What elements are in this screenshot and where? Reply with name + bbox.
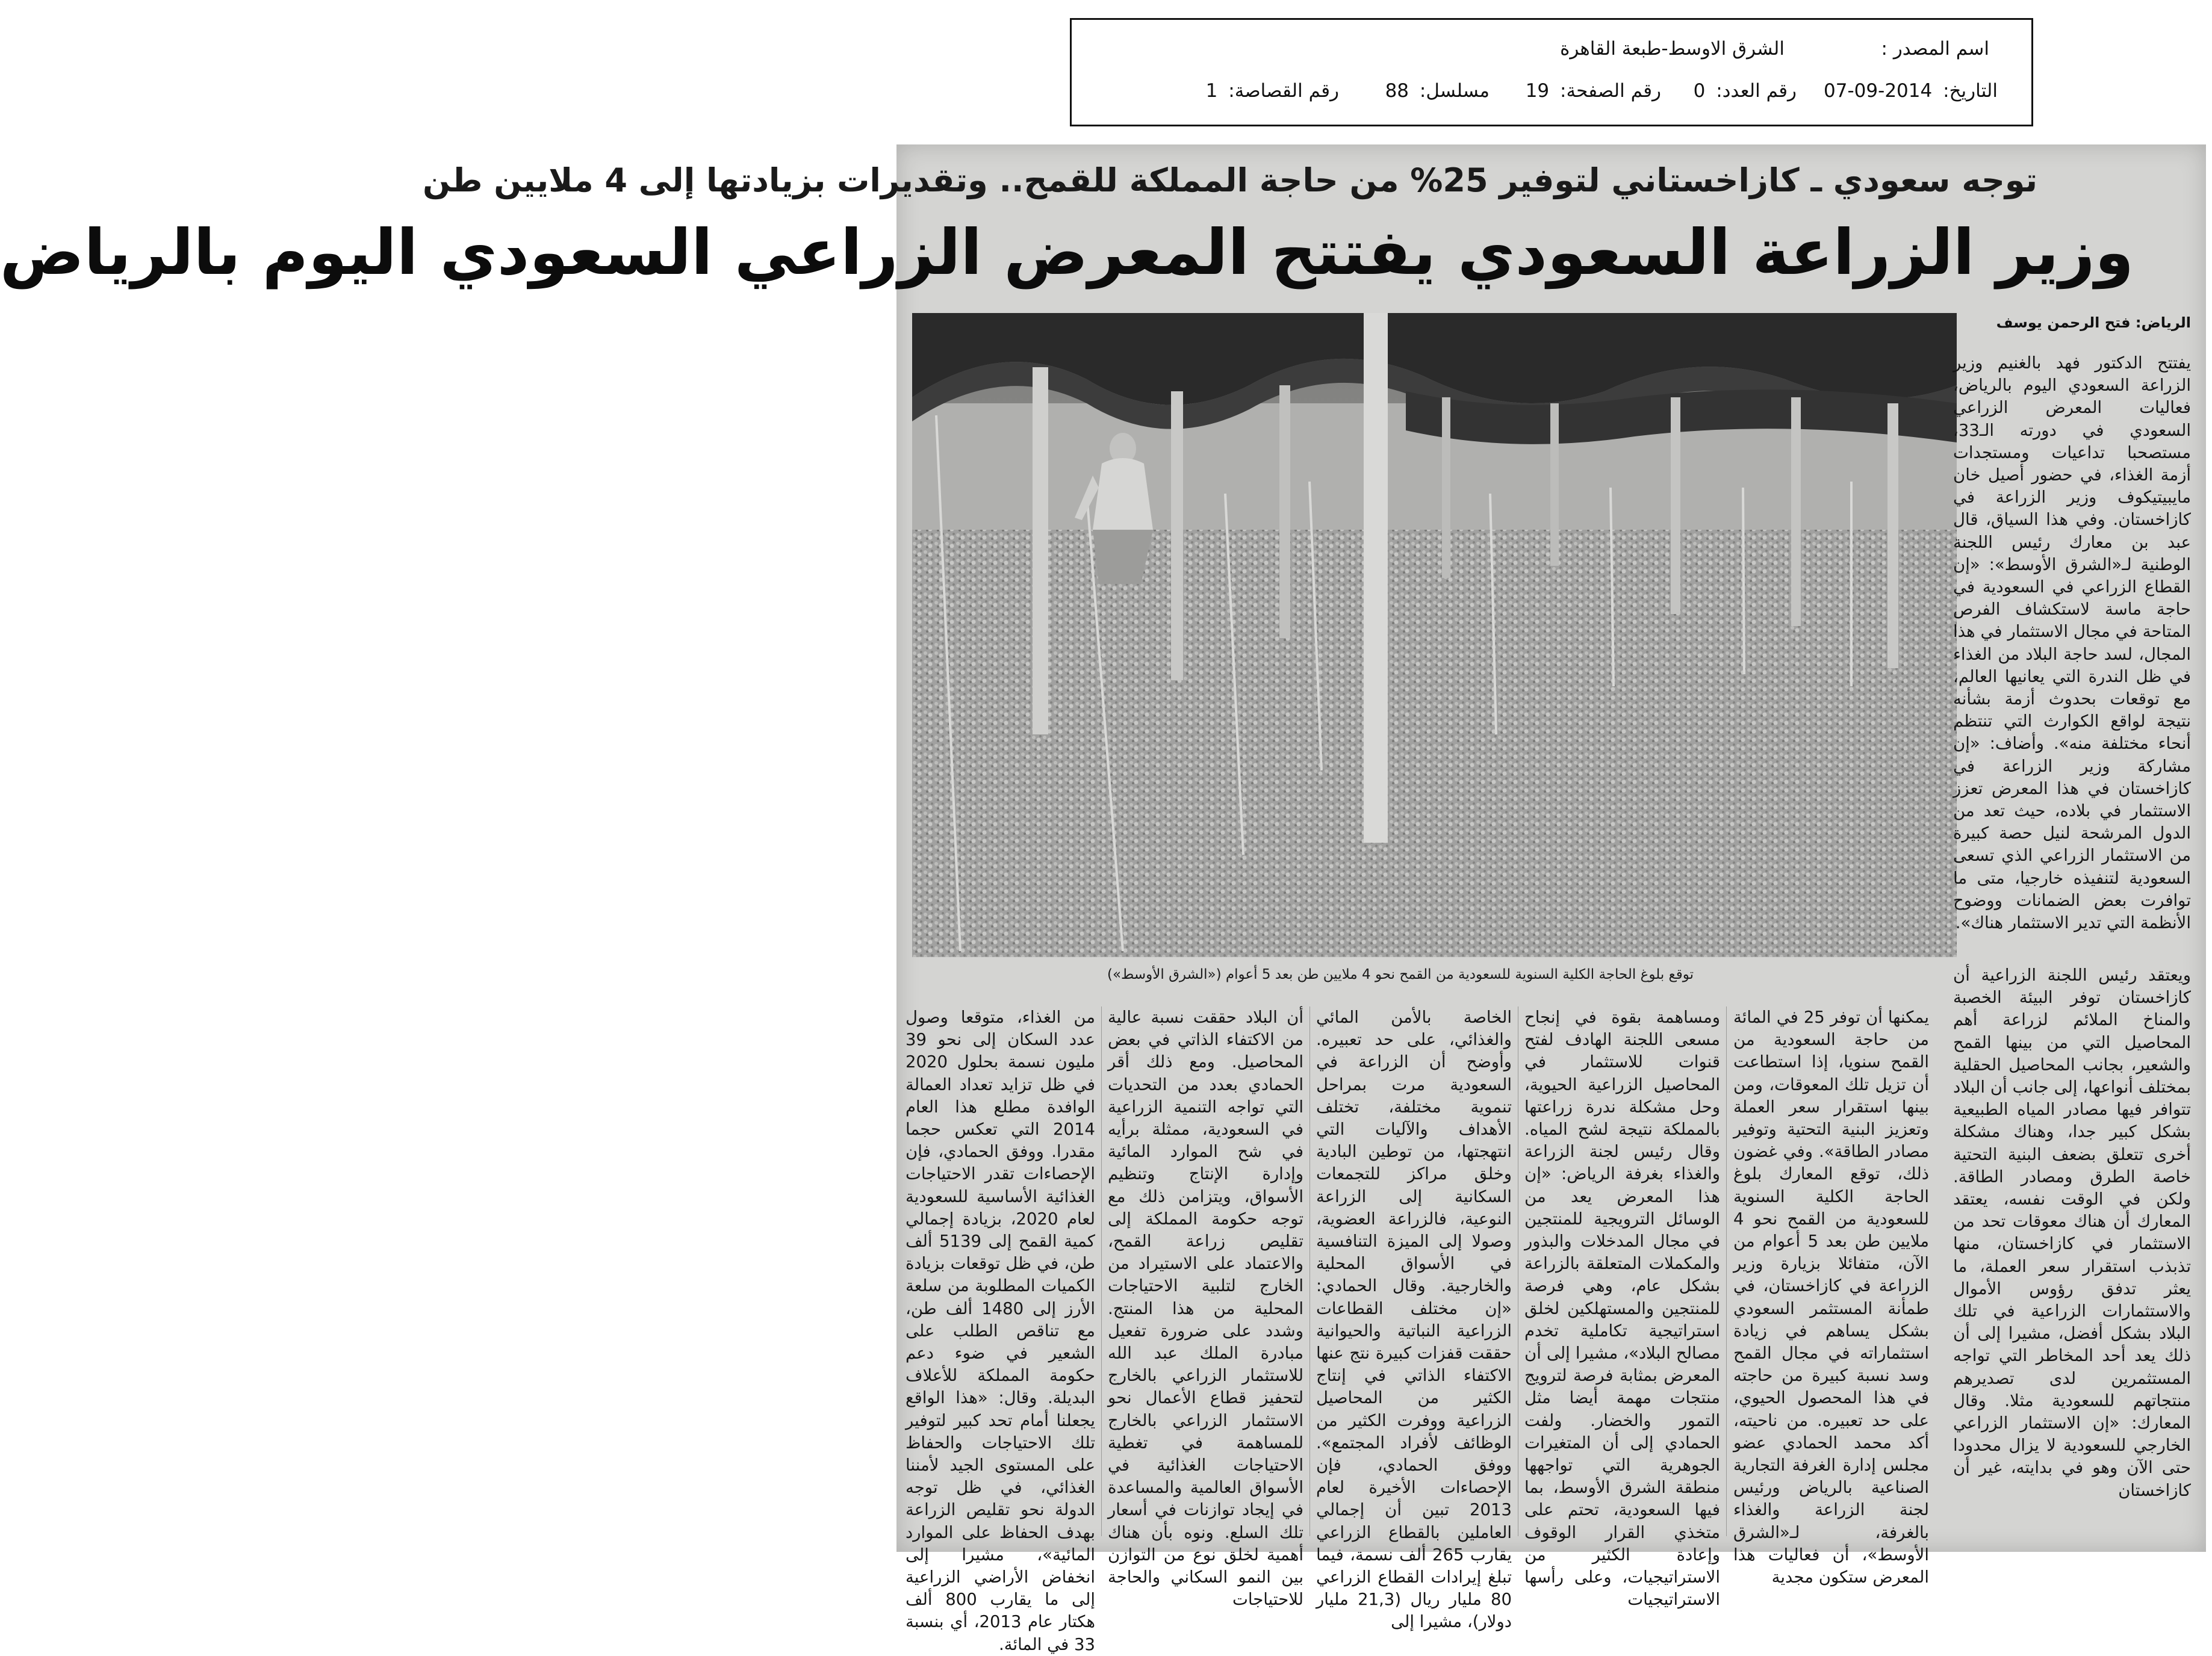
serial-field — [1385, 80, 1490, 102]
paragraph: الخاصة بالأمن المائي والغذائي، على حد تعبيره. وأوضح أن الزراعة في السعودية مرت بمراحل تنموية مختلفة، تختلف الأهداف والآليات التي انتهجتها، من توطين البادية وخلق مراكز للتجمعات السكانية إلى الزراعة النوعية، فالزراعة العضوية، وصولا إلى الميزة التنافسية في الأسواق المحلية والخارجية. وقال الحمادي: «إن مختلف القطاعات الزراعية النباتية والحيوانية حققت قفزات كبيرة نتج عنها الاكتفاء الذاتي في إنتاج الكثير من المحاصيل الزراعية ووفرت الكثير من الوظائف لأفراد المجتمع». ووفق الحمادي، فإن الإحصاءات الأخيرة لعام 2013 تبين أن إجمالي العاملين بالقطاع الزراعي يقارب 265 ألف نسمة، فيما تبلغ إيرادات القطاع الزراعي 80 مليار ريال (21,3 مليار دولار)، مشيرا إلى — [1316, 1008, 1512, 1632]
paragraph: ومساهمة بقوة في إنجاح مسعى اللجنة الهادف لفتح قنوات للاستثمار في المحاصيل الزراعية الحيوية، وحل مشكلة ندرة زراعتها بالمملكة نتيجة لشح المياه. وقال رئيس لجنة الزراعة والغذاء بغرفة الرياض: «إن هذا المعرض يعد من الوسائل الترويجية للمنتجين في مجال المدخلات والبذور والمكملات المتعلقة بالزراعة بشكل عام، وهي فرصة للمنتجين والمستهلكين لخلق استراتيجية تكاملية تخدم مصالح البلاد»، مشيرا إلى أن المعرض بمثابة فرصة لترويج منتجات مهمة أيضا مثل التمور والخضار. ولفت الحمادي إلى أن المتغيرات الجوهرية التي تواجهها منطقة الشرق الأوسط، بما فيها السعودية، تحتم على متخذي القرار الوقوف وإعادة الكثير من الاستراتيجيات، وعلى رأسها الاستراتيجيات — [1524, 1008, 1720, 1610]
paragraph: يفتتح الدكتور فهد بالغنيم وزير الزراعة السعودي اليوم بالرياض، فعاليات المعرض الزراعي السعودي في دورته الـ33، مستصحبا تداعيات ومستجدات أزمة الغذاء، في حضور أصيل خان مايبيتيكوف وزير الزراعة في كازاخستان. وفي هذا السياق، قال عبد بن معارك رئيس اللجنة الوطنية لـ«الشرق الأوسط»: «إن القطاع الزراعي في السعودية في حاجة ماسة لاستكشاف الفرص المتاحة في مجال الاستثمار في هذا المجال، لسد حاجة البلاد من الغذاء في ظل الندرة التي يعانيها العالم، مع توقعات بحدوث أزمة بشأنه نتيجة لواقع الكوارث التي تنتظم أنحاء مختلفة منه». وأضاف: «إن مشاركة وزير الزراعة في كازاخستان في هذا المعرض تعزز الاستثمار في بلاده، حيث تعد من الدول المرشحة لنيل حصة كبيرة من الاستثمار الزراعي الذي تسعى السعودية لتنفيذه خارجيا، متى ما توافرت بعض الضمانات ووضوح الأنظمة التي تدير الاستثمار هناك». — [1953, 353, 2191, 933]
article-kicker: توجه سعودي ـ كازاخستاني لتوفير 25% من حاجة المملكة للقمح.. وتقديرات بزيادتها إلى 4 ملايين طن — [423, 161, 2037, 199]
column-divider — [1309, 1006, 1310, 1536]
issue-value: 0 — [1693, 80, 1706, 102]
photo-caption: توقع بلوغ الحاجة الكلية السنوية للسعودية من القمح نحو 4 ملايين طن بعد 5 أعوام («الشرق الأوسط») — [1107, 967, 1694, 982]
article-column-4 — [1316, 1006, 1512, 1632]
paragraph: من الغذاء، متوقعا وصول عدد السكان إلى نحو 39 مليون نسمة بحلول 2020 في ظل تزايد تعداد العمالة الوافدة مطلع هذا العام 2014 التي تعكس حجما مقدرا. ووفق الحمادي، فإن الإحصاءات تقدر الاحتياجات الغذائية الأساسية للسعودية لعام 2020، بزيادة إجمالي كمية القمح إلى 5139 ألف طن، في ظل توقعات بزيادة الكميات المطلوبة من سلعة الأرز إلى 1480 ألف طن، مع تناقص الطلب على الشعير في ضوء دعم حكومة المملكة للأعلاف البديلة. وقال: «هذا الواقع يجعلنا أمام تحد كبير لتوفير تلك الاحتياجات والحفاظ على المستوى الجيد لأمننا الغذائي، في ظل توجه الدولة نحو تقليص الزراعة بهدف الحفاظ على الموارد المائية»، مشيرا إلى انخفاض الأراضي الزراعية إلى ما يقارب 800 ألف هكتار عام 2013، أي بنسبة 33 في المائة. — [906, 1008, 1096, 1654]
issue-field — [1694, 80, 1797, 102]
paragraph: يمكنها أن توفر 25 في المائة من حاجة السعودية من القمح سنويا، إذا استطاعت أن تزيل تلك المعوقات، ومن بينها استقرار سعر العملة وتعزيز البنية التحتية وتوفير مصادر الطاقة». وفي غضون ذلك، توقع المعارك بلوغ الحاجة الكلية السنوية للسعودية من القمح نحو 4 ملايين طن بعد 5 أعوام من الآن، متفائلا بزيارة وزير الزراعة في كازاخستان، في طمأنة المستثمر السعودي بشكل يساهم في زيادة استثماراته في مجال القمح وسد نسبة كبيرة من حاجته في هذا المحصول الحيوي، على حد تعبيره. من ناحيته، أكد محمد الحمادي عضو مجلس إدارة الغرفة التجارية الصناعية بالرياض ورئيس لجنة الزراعة والغذاء بالغرفة، لـ«الشرق الأوسط»، أن فعاليات هذا المعرض ستكون مجدية — [1733, 1008, 1929, 1587]
date-label: التاريخ: — [1943, 80, 1998, 102]
article-headline: وزير الزراعة السعودي يفتتح المعرض الزراعي السعودي اليوم بالرياض — [0, 216, 2134, 289]
serial-label: مسلسل: — [1419, 80, 1490, 102]
greenhouse-photo-illustration — [912, 313, 1957, 957]
article-column-5 — [1108, 1006, 1303, 1610]
clip-field — [1206, 80, 1339, 102]
article-column-right-lower — [1953, 964, 2191, 1541]
page-label: رقم الصفحة: — [1560, 80, 1661, 102]
issue-label: رقم العدد: — [1716, 80, 1797, 102]
clip-value: 1 — [1205, 80, 1218, 102]
article-column-right-upper — [1953, 352, 2191, 958]
column-divider — [1726, 1006, 1727, 1536]
paragraph: ويعتقد رئيس اللجنة الزراعية أن كازاخستان توفر البيئة الخصبة والمناخ الملائم لزراعة أهم المحاصيل التي من بينها القمح والشعير، بجانب المحاصيل الحقلية بمختلف أنواعها، إلى جانب أن البلاد تتوافر فيها مصادر المياه الطبيعية بشكل كبير جدا، وهناك مشكلة أخرى تتعلق بضعف البنية التحتية خاصة الطرق ومصادر الطاقة. ولكن في الوقت نفسه، يعتقد المعارك أن هناك معوقات تحد من الاستثمار في كازاخستان، منها تذبذب استقرار سعر العملة، ما يعثر تدفق رؤوس الأموال والاستثمارات الزراعية في تلك البلاد بشكل أفضل، مشيرا إلى أن ذلك يعد أحد المخاطر التي تواجه المستثمرين لدى تصديرهم منتجاتهم للسعودية مثلا. وقال المعارك: «إن الاستثمار الزراعي الخارجي للسعودية لا يزال محدودا حتى الآن وهو في بدايته، غير أن كازاخستان — [1953, 966, 2191, 1500]
source-label: اسم المصدر : — [1881, 38, 1989, 60]
page-field — [1526, 80, 1661, 102]
page-value: 19 — [1525, 80, 1550, 102]
article-column-6 — [906, 1006, 1096, 1654]
source-value: الشرق الاوسط-طبعة القاهرة — [1560, 38, 1785, 60]
date-field — [1824, 80, 1998, 102]
column-divider — [1101, 1006, 1102, 1536]
serial-value: 88 — [1385, 80, 1409, 102]
article-column-3 — [1524, 1006, 1720, 1610]
greenhouse-photo — [912, 313, 1957, 957]
clip-label: رقم القصاصة: — [1228, 80, 1339, 102]
newspaper-clipping — [0, 144, 2206, 1654]
paragraph: أن البلاد حققت نسبة عالية من الاكتفاء الذاتي في بعض المحاصيل. ومع ذلك أقر الحمادي بعدد من التحديات التي تواجه التنمية الزراعية في السعودية، ممثلة برأيه في شح الموارد المائية وإدارة الإنتاج وتنظيم الأسواق، ويتزامن ذلك مع توجه حكومة المملكة إلى تقليص زراعة القمح، والاعتماد على الاستيراد من الخارج لتلبية الاحتياجات المحلية من هذا المنتج. وشدد على ضرورة تفعيل مبادرة الملك عبد الله للاستثمار الزراعي بالخارج لتحفيز قطاع الأعمال نحو الاستثمار الزراعي بالخارج للمساهمة في تغطية الاحتياجات الغذائية في الأسواق العالمية والمساعدة في إيجاد توازنات في أسعار تلك السلع. ونوه بأن هناك أهمية لخلق نوع من التوازن بين النمو السكاني والحاجة للاحتياجات — [1108, 1008, 1303, 1610]
date-value: 2014-09-07 — [1824, 80, 1933, 102]
source-field — [1881, 38, 1989, 60]
article-byline: الرياض: فتح الرحمن يوسف — [1996, 314, 2191, 331]
clipping-metadata-box — [1070, 18, 2033, 126]
article-column-2 — [1733, 1006, 1929, 1587]
